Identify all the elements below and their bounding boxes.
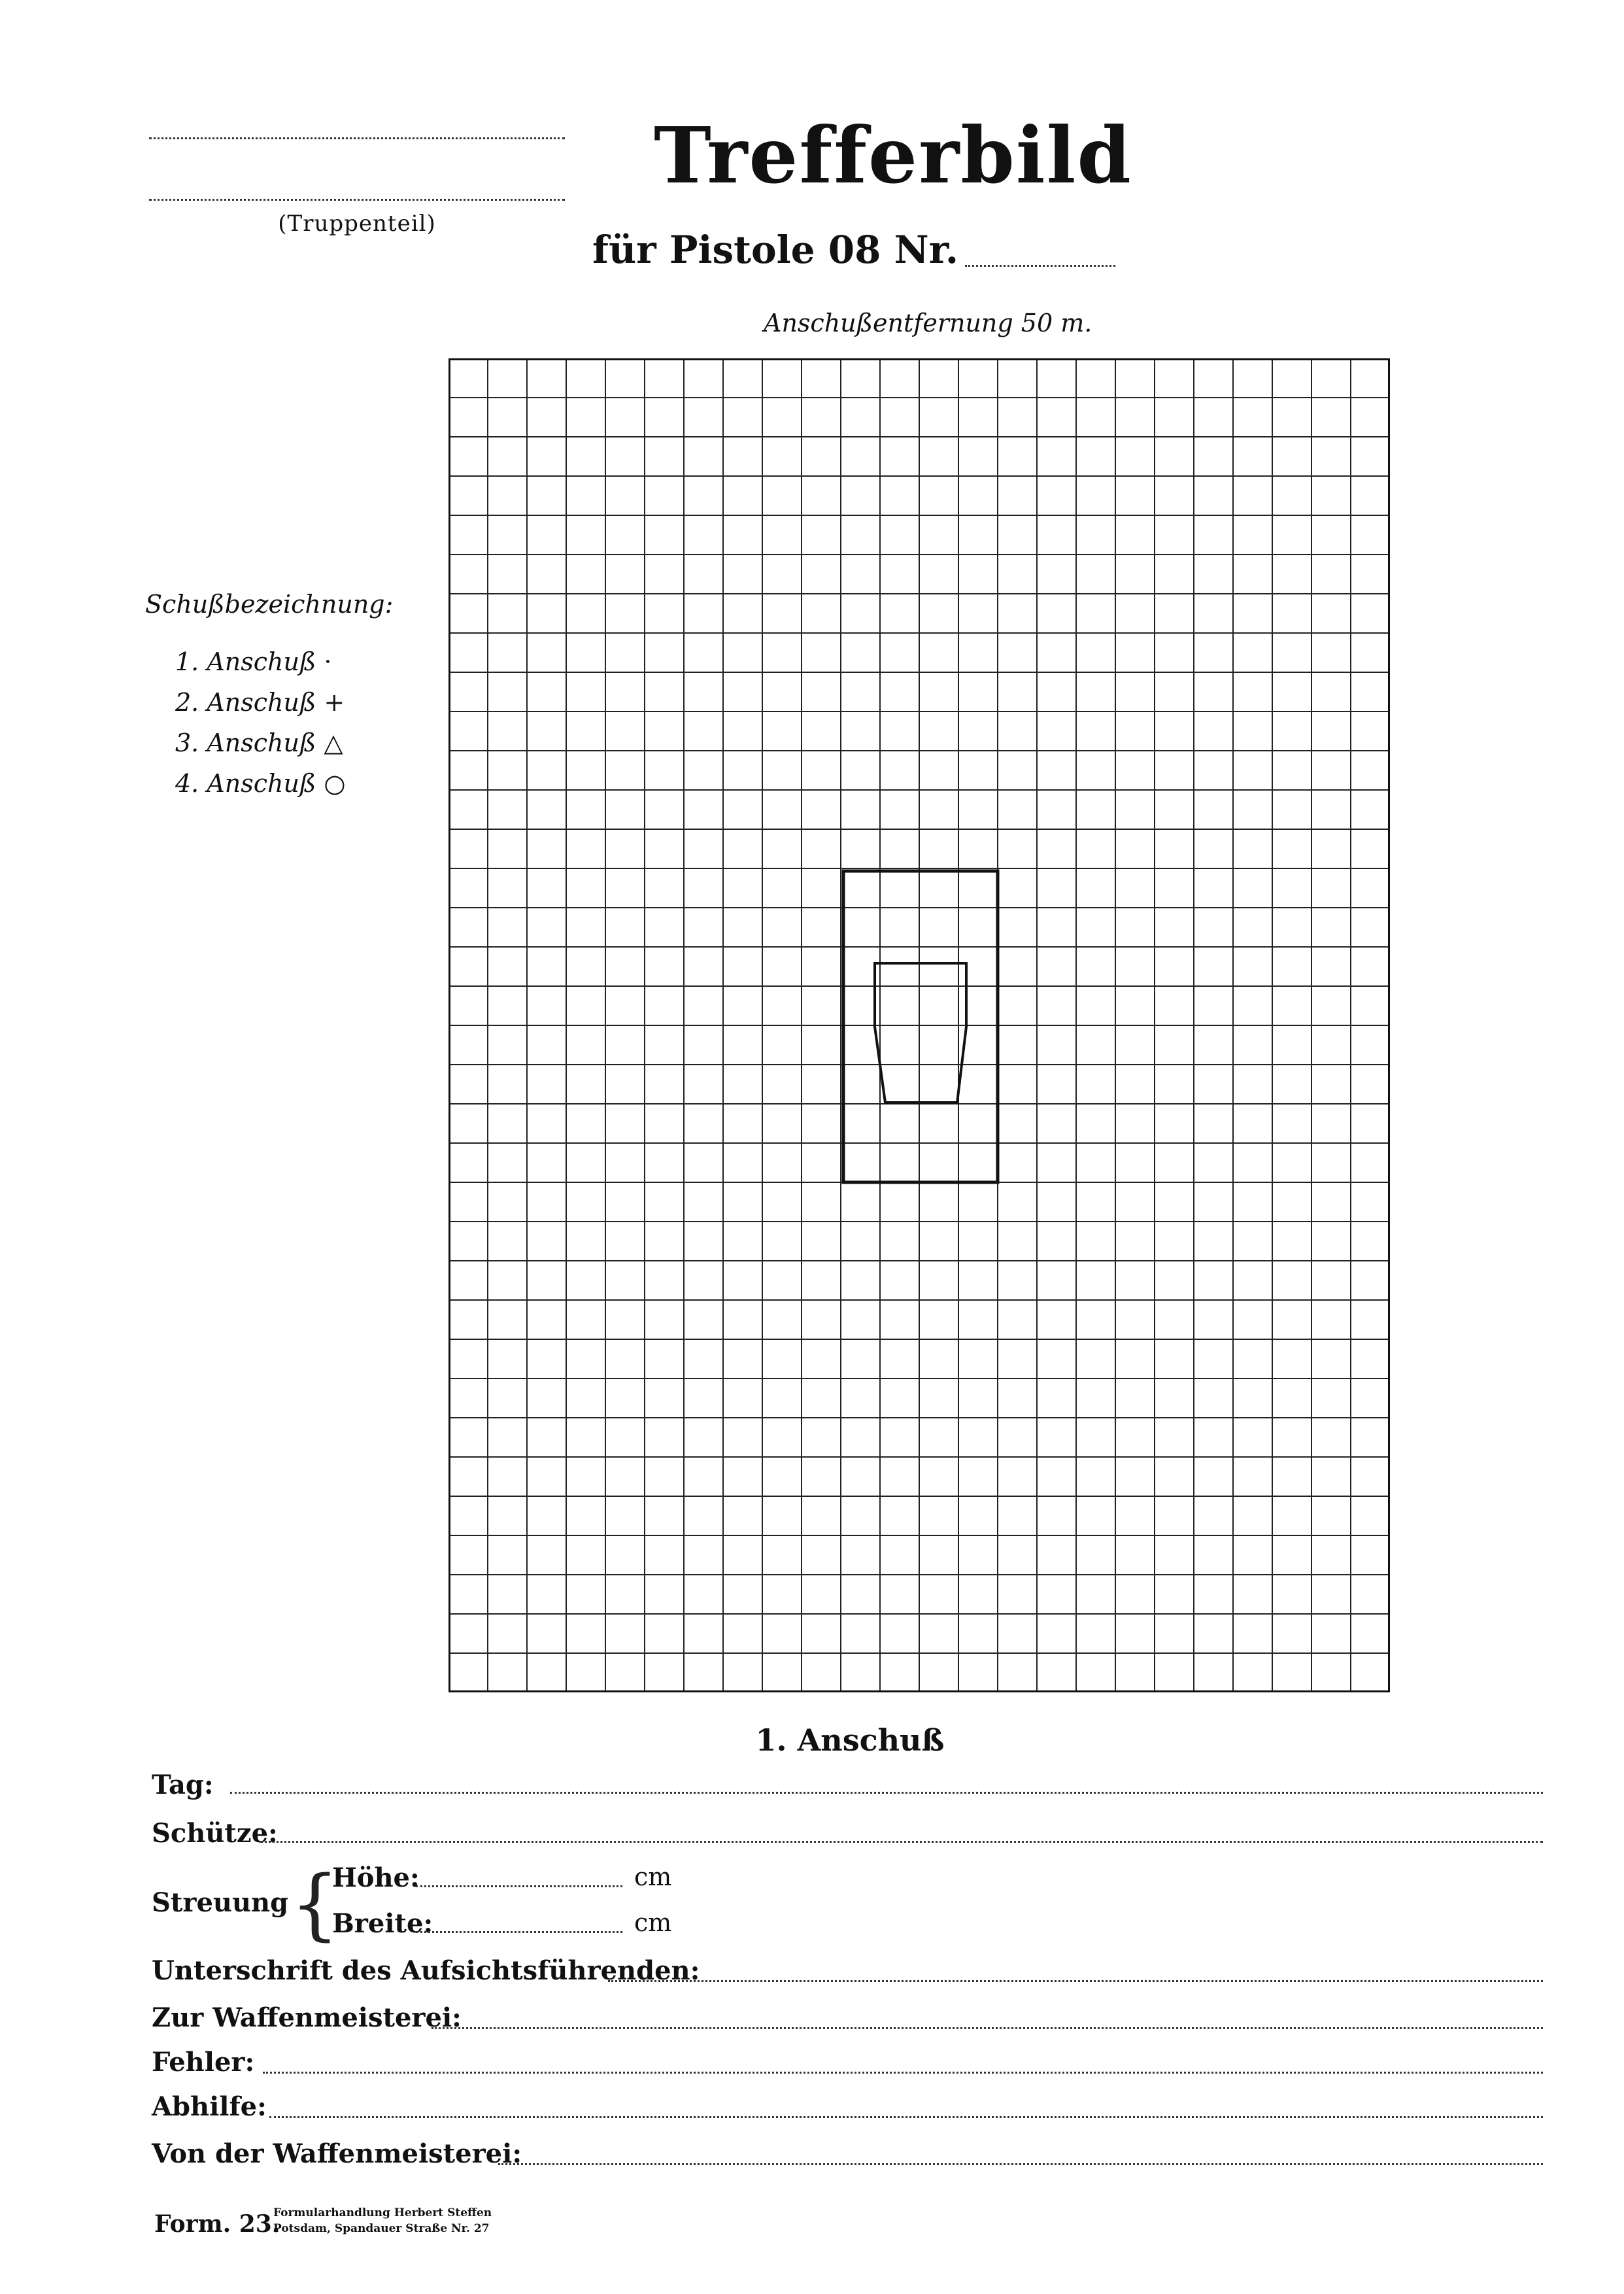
legend-item <box>175 647 331 676</box>
pistol-number-field[interactable] <box>965 265 1115 267</box>
legend-item <box>175 769 346 798</box>
remedy-field[interactable] <box>269 2116 1543 2118</box>
faults-label: Fehler: <box>152 2047 255 2078</box>
legend-item <box>175 728 343 757</box>
form-title: Trefferbild <box>654 110 1132 201</box>
height-field[interactable] <box>416 1885 622 1887</box>
to-armory-label: Zur Waffenmeisterei: <box>152 2002 462 2033</box>
shooter-field[interactable] <box>260 1841 1543 1843</box>
supervisor-label: Unterschrift des Aufsichtsführenden: <box>152 1955 700 1986</box>
pistol-subtitle: für Pistole 08 Nr. <box>592 228 959 272</box>
legend-item-label: 2. Anschuß <box>175 688 316 717</box>
unit-label: (Truppenteil) <box>278 211 436 237</box>
grid-lines <box>448 358 1390 1692</box>
circle-symbol-icon: ○ <box>324 769 346 798</box>
width-field[interactable] <box>416 1931 622 1933</box>
printer-name: Formularhandlung Herbert Steffen <box>273 2206 492 2219</box>
target-silhouette-icon <box>875 963 966 1103</box>
from-armory-field[interactable] <box>498 2163 1543 2165</box>
supervisor-field[interactable] <box>608 1980 1543 1982</box>
unit-line-2[interactable] <box>149 199 565 201</box>
remedy-label: Abhilfe: <box>152 2091 267 2122</box>
form-number: Form. 23. <box>154 2210 280 2238</box>
from-armory-label: Von der Waffenmeisterei: <box>152 2138 522 2169</box>
day-label: Tag: <box>152 1770 214 1800</box>
legend-item-label: 3. Anschuß <box>175 728 316 757</box>
width-unit: cm <box>634 1908 672 1937</box>
legend-item-label: 1. Anschuß <box>175 647 316 676</box>
faults-field[interactable] <box>263 2072 1543 2074</box>
height-unit: cm <box>634 1862 672 1891</box>
target-grid[interactable] <box>448 358 1390 1692</box>
dispersion-label: Streuung <box>152 1887 289 1918</box>
width-label: Breite: <box>332 1908 433 1939</box>
target-frame <box>843 871 998 1182</box>
height-label: Höhe: <box>332 1862 420 1893</box>
legend-title: Schußbezeichnung: <box>145 590 394 619</box>
plus-symbol-icon: + <box>324 688 345 717</box>
triangle-symbol-icon: △ <box>324 728 343 757</box>
legend-item <box>175 688 345 717</box>
distance-note: Anschußentfernung 50 m. <box>764 309 1092 337</box>
brace-icon: { <box>290 1858 340 1949</box>
section-title: 1. Anschuß <box>755 1722 945 1758</box>
to-armory-field[interactable] <box>431 2027 1543 2029</box>
printer-address: Potsdam, Spandauer Straße Nr. 27 <box>273 2222 490 2235</box>
dot-symbol-icon: · <box>324 647 332 676</box>
legend-item-label: 4. Anschuß <box>175 769 316 798</box>
unit-line-1[interactable] <box>149 137 565 139</box>
day-field[interactable] <box>230 1792 1543 1794</box>
shooter-label: Schütze: <box>152 1818 278 1849</box>
